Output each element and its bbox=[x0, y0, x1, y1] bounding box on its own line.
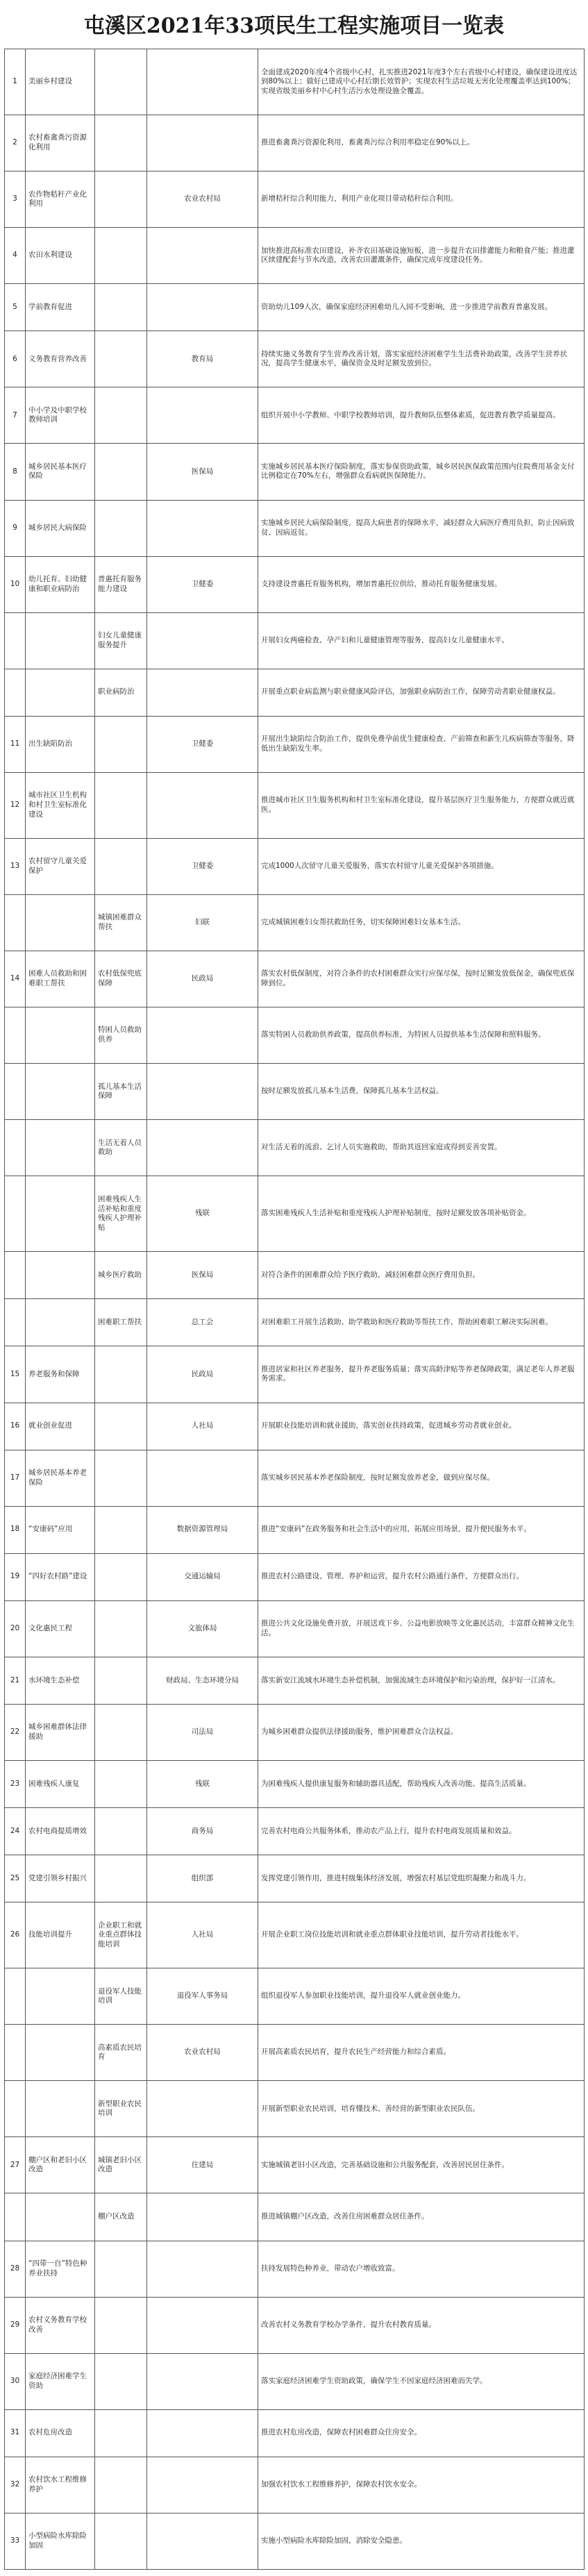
project-name: 城乡居民基本养老保险 bbox=[26, 1450, 95, 1506]
task-content: 持续实施义务教育学生营养改善计划，落实家庭经济困难学生生活费补助政策，改善学生营养状况，提高学生健康水平，确保资金及时足额发放到位。 bbox=[258, 331, 585, 387]
department: 医保局 bbox=[147, 1252, 258, 1299]
task-content: 资助幼儿109人次，确保家庭经济困难幼儿入园不受影响，进一步推进学前教育普惠发展。 bbox=[258, 284, 585, 331]
department: 农业农村局 bbox=[147, 2025, 258, 2081]
table-row bbox=[5, 1299, 585, 1346]
project-name: 农村畜禽粪污资源化利用 bbox=[26, 115, 95, 172]
task-content: 开展妇女两癌检查、孕产妇和儿童健康管理等服务，提高妇女儿童健康水平。 bbox=[258, 612, 585, 669]
sub-item bbox=[95, 444, 147, 500]
sub-item bbox=[95, 49, 147, 115]
task-content: 为困难残疾人提供康复服务和辅助器具适配，帮助残疾人改善功能、提高生活质量。 bbox=[258, 1760, 585, 1807]
table-row bbox=[5, 2353, 585, 2409]
task-content: 全面建成2020年度4个省级中心村，扎实推进2021年度3个左右省级中心村建设，确保建设进度达到80%以上；做好已建成中心村后期长效管护；实现农村生活垃圾无害化处理覆盖率达到100%；实现省级美丽乡村中心村生活污水处理设施全覆盖。 bbox=[258, 49, 585, 115]
department: 组织部 bbox=[147, 1855, 258, 1902]
project-name bbox=[26, 1176, 95, 1252]
sub-item bbox=[95, 1760, 147, 1807]
row-number: 30 bbox=[5, 2353, 26, 2409]
task-content: 实施城乡居民基本医疗保险制度，落实参保资助政策，城乡居民医保政策范围内住院费用基金支付比例稳定在70%左右，增强群众看病就医保障能力。 bbox=[258, 444, 585, 500]
row-number: 11 bbox=[5, 716, 26, 772]
table-row bbox=[5, 2241, 585, 2297]
department bbox=[147, 2241, 258, 2297]
sub-item: 新型职业农民培训 bbox=[95, 2081, 147, 2137]
sub-item: 困难残疾人生活补贴和重度残疾人护理补贴 bbox=[95, 1176, 147, 1252]
row-number bbox=[5, 2025, 26, 2081]
sub-item bbox=[95, 2513, 147, 2569]
sub-item bbox=[95, 172, 147, 228]
sub-item bbox=[95, 500, 147, 556]
project-name bbox=[26, 2193, 95, 2241]
task-content: 按时足额发放孤儿基本生活费，保障孤儿基本生活权益。 bbox=[258, 1064, 585, 1120]
task-content: 开展重点职业病监测与职业健康风险评估，加强职业病防治工作，保障劳动者职业健康权益。 bbox=[258, 669, 585, 716]
task-content: 实施城镇老旧小区改造，完善基础设施和公共服务配套，改善居民居住条件。 bbox=[258, 2137, 585, 2193]
project-name: 幼儿托育、妇幼健康和职业病防治 bbox=[26, 556, 95, 612]
row-number: 14 bbox=[5, 951, 26, 1007]
sub-item: 职业病防治 bbox=[95, 669, 147, 716]
project-name bbox=[26, 1064, 95, 1120]
row-number: 23 bbox=[5, 1760, 26, 1807]
sub-item: 生活无着人员救助 bbox=[95, 1120, 147, 1176]
table-row bbox=[5, 1064, 585, 1120]
task-content: 对生活无着的流浪、乞讨人员实施救助，帮助其返回家庭或得到妥善安置。 bbox=[258, 1120, 585, 1176]
project-name: 小型病险水库除险加固 bbox=[26, 2513, 95, 2569]
project-name bbox=[26, 1007, 95, 1064]
department: 卫健委 bbox=[147, 556, 258, 612]
task-content: 开展职业技能培训和就业援助，落实创业扶持政策，促进城乡劳动者就业创业。 bbox=[258, 1403, 585, 1450]
row-number bbox=[5, 1299, 26, 1346]
row-number: 33 bbox=[5, 2513, 26, 2569]
task-content: 为城乡困难群众提供法律援助服务，维护困难群众合法权益。 bbox=[258, 1704, 585, 1760]
project-name bbox=[26, 612, 95, 669]
project-name: 水环境生态补偿 bbox=[26, 1657, 95, 1704]
table-row bbox=[5, 1902, 585, 1968]
sub-item: 棚户区改造 bbox=[95, 2193, 147, 2241]
department: 卫健委 bbox=[147, 716, 258, 772]
project-name: 文化惠民工程 bbox=[26, 1600, 95, 1657]
sub-item bbox=[95, 772, 147, 838]
project-name: 义务教育营养改善 bbox=[26, 331, 95, 387]
table-row bbox=[5, 387, 585, 444]
project-name: 城乡居民大病保险 bbox=[26, 500, 95, 556]
department bbox=[147, 1450, 258, 1506]
project-name bbox=[26, 2081, 95, 2137]
table-row bbox=[5, 115, 585, 172]
row-number: 2 bbox=[5, 115, 26, 172]
sub-item bbox=[95, 716, 147, 772]
table-row bbox=[5, 500, 585, 556]
sub-item bbox=[95, 1855, 147, 1902]
department bbox=[147, 772, 258, 838]
table-row bbox=[5, 228, 585, 284]
project-name bbox=[26, 1252, 95, 1299]
task-content: 对符合条件的困难群众给予医疗救助，减轻困难群众医疗费用负担。 bbox=[258, 1252, 585, 1299]
table-row bbox=[5, 1855, 585, 1902]
department: 住建局 bbox=[147, 2137, 258, 2193]
department: 商务局 bbox=[147, 1808, 258, 1855]
row-number: 16 bbox=[5, 1403, 26, 1450]
project-name bbox=[26, 1120, 95, 1176]
table-row bbox=[5, 172, 585, 228]
table-row bbox=[5, 1120, 585, 1176]
department: 交通运输局 bbox=[147, 1553, 258, 1600]
table-row bbox=[5, 716, 585, 772]
table-row bbox=[5, 838, 585, 894]
row-number bbox=[5, 1007, 26, 1064]
sub-item bbox=[95, 2241, 147, 2297]
row-number bbox=[5, 1176, 26, 1252]
task-content: 推进居家和社区养老服务，提升养老服务质量；落实高龄津贴等养老保障政策，满足老年人养老服务需求。 bbox=[258, 1346, 585, 1403]
table-row bbox=[5, 1252, 585, 1299]
row-number bbox=[5, 2081, 26, 2137]
table-row bbox=[5, 1176, 585, 1252]
task-content: 开展企业职工岗位技能培训和就业重点群体职业技能培训，提升劳动者技能水平。 bbox=[258, 1902, 585, 1968]
project-name: 就业创业促进 bbox=[26, 1403, 95, 1450]
row-number: 25 bbox=[5, 1855, 26, 1902]
department: 残联 bbox=[147, 1760, 258, 1807]
row-number: 20 bbox=[5, 1600, 26, 1657]
department: 总工会 bbox=[147, 1299, 258, 1346]
project-name: 农村危房改造 bbox=[26, 2409, 95, 2457]
task-content: 完成城镇困难妇女帮扶救助任务，切实保障困难妇女基本生活。 bbox=[258, 894, 585, 951]
row-number: 6 bbox=[5, 331, 26, 387]
department bbox=[147, 1064, 258, 1120]
department: 卫健委 bbox=[147, 838, 258, 894]
department bbox=[147, 612, 258, 669]
department bbox=[147, 2081, 258, 2137]
department: 民政局 bbox=[147, 1346, 258, 1403]
row-number: 18 bbox=[5, 1506, 26, 1553]
row-number bbox=[5, 612, 26, 669]
table-row bbox=[5, 1968, 585, 2025]
table-row bbox=[5, 2193, 585, 2241]
table-row bbox=[5, 556, 585, 612]
row-number bbox=[5, 2193, 26, 2241]
sub-item: 困难职工帮扶 bbox=[95, 1299, 147, 1346]
project-name: “四带一自”特色种养业扶持 bbox=[26, 2241, 95, 2297]
department bbox=[147, 115, 258, 172]
task-content: 推进公共文化设施免费开放，开展送戏下乡、公益电影放映等文化惠民活动，丰富群众精神文化生活。 bbox=[258, 1600, 585, 1657]
department: 医保局 bbox=[147, 444, 258, 500]
table-row bbox=[5, 2081, 585, 2137]
sub-item bbox=[95, 331, 147, 387]
sub-item: 高素质农民培育 bbox=[95, 2025, 147, 2081]
project-name bbox=[26, 894, 95, 951]
sub-item: 孤儿基本生活保障 bbox=[95, 1064, 147, 1120]
task-content: 推进城市社区卫生服务机构和村卫生室标准化建设，提升基层医疗卫生服务能力，方便群众就近就医。 bbox=[258, 772, 585, 838]
task-content: 支持建设普惠托育服务机构，增加普惠托位供给，推动托育服务健康发展。 bbox=[258, 556, 585, 612]
table-row bbox=[5, 331, 585, 387]
table-row bbox=[5, 2409, 585, 2457]
table-row bbox=[5, 1403, 585, 1450]
project-name: 学前教育促进 bbox=[26, 284, 95, 331]
page-title: 屯溪区2021年33项民生工程实施项目一览表 bbox=[83, 14, 505, 38]
project-name: 城市社区卫生机构和村卫生室标准化建设 bbox=[26, 772, 95, 838]
sub-item bbox=[95, 2409, 147, 2457]
project-name: “安康码”应用 bbox=[26, 1506, 95, 1553]
department: 农业农村局 bbox=[147, 172, 258, 228]
table-row bbox=[5, 894, 585, 951]
project-name: 农作物秸秆产业化利用 bbox=[26, 172, 95, 228]
task-content: 落实城乡居民基本养老保险制度，按时足额发放养老金，做到应保尽保。 bbox=[258, 1450, 585, 1506]
department: 司法局 bbox=[147, 1704, 258, 1760]
project-name: 家庭经济困难学生资助 bbox=[26, 2353, 95, 2409]
row-number: 26 bbox=[5, 1902, 26, 1968]
sub-item bbox=[95, 838, 147, 894]
row-number: 8 bbox=[5, 444, 26, 500]
table-row bbox=[5, 49, 585, 115]
project-name bbox=[26, 669, 95, 716]
sub-item bbox=[95, 1450, 147, 1506]
department: 人社局 bbox=[147, 1403, 258, 1450]
sub-item: 农村低保兜底保障 bbox=[95, 951, 147, 1007]
row-number bbox=[5, 1252, 26, 1299]
sub-item bbox=[95, 2457, 147, 2513]
row-number: 1 bbox=[5, 49, 26, 115]
table-row bbox=[5, 1600, 585, 1657]
sub-item bbox=[95, 1553, 147, 1600]
project-name: 党建引领乡村振兴 bbox=[26, 1855, 95, 1902]
row-number: 28 bbox=[5, 2241, 26, 2297]
row-number bbox=[5, 669, 26, 716]
sub-item bbox=[95, 2353, 147, 2409]
row-number bbox=[5, 1120, 26, 1176]
table-row bbox=[5, 1450, 585, 1506]
sub-item bbox=[95, 1403, 147, 1450]
table-row bbox=[5, 1760, 585, 1807]
department: 教育局 bbox=[147, 331, 258, 387]
task-content: 开展高素质农民培育，提升农民生产经营能力和综合素质。 bbox=[258, 2025, 585, 2081]
row-number: 9 bbox=[5, 500, 26, 556]
project-name: 棚户区和老旧小区改造 bbox=[26, 2137, 95, 2193]
sub-item bbox=[95, 228, 147, 284]
row-number bbox=[5, 1064, 26, 1120]
table-row bbox=[5, 1007, 585, 1064]
department: 人社局 bbox=[147, 1902, 258, 1968]
row-number bbox=[5, 1968, 26, 2025]
table-row bbox=[5, 612, 585, 669]
department bbox=[147, 49, 258, 115]
sub-item bbox=[95, 1346, 147, 1403]
table-row bbox=[5, 669, 585, 716]
task-content: 对困难职工开展生活救助、助学救助和医疗救助等帮扶工作，帮助困难职工解决实际困难。 bbox=[258, 1299, 585, 1346]
task-content: 推进农村公路建设、管理、养护和运营，提升农村公路通行条件，方便群众出行。 bbox=[258, 1553, 585, 1600]
project-name: 困难残疾人康复 bbox=[26, 1760, 95, 1807]
task-content: 开展出生缺陷综合防治工作，提供免费孕前优生健康检查、产前筛查和新生儿疾病筛查等服务，降低出生缺陷发生率。 bbox=[258, 716, 585, 772]
projects-table bbox=[4, 49, 585, 2570]
row-number: 13 bbox=[5, 838, 26, 894]
sub-item bbox=[95, 2297, 147, 2353]
row-number: 24 bbox=[5, 1808, 26, 1855]
sub-item bbox=[95, 284, 147, 331]
sub-item bbox=[95, 1600, 147, 1657]
row-number: 12 bbox=[5, 772, 26, 838]
project-name: 农村电商提质增效 bbox=[26, 1808, 95, 1855]
task-content: 加强农村饮水工程维修养护，保障农村饮水安全。 bbox=[258, 2457, 585, 2513]
task-content: 开展新型职业农民培训，培育懂技术、善经营的新型职业农民队伍。 bbox=[258, 2081, 585, 2137]
sub-item: 城镇困难群众帮扶 bbox=[95, 894, 147, 951]
table-row bbox=[5, 2297, 585, 2353]
department bbox=[147, 284, 258, 331]
sub-item: 企业职工和就业重点群体技能培训 bbox=[95, 1902, 147, 1968]
project-name: 城乡居民基本医疗保险 bbox=[26, 444, 95, 500]
department bbox=[147, 2297, 258, 2353]
project-name bbox=[26, 2025, 95, 2081]
task-content: 加快推进高标准农田建设，补齐农田基础设施短板，进一步提升农田排灌能力和粮食产能；推进灌区续建配套与节水改造，改善农田灌溉条件，确保完成年度建设任务。 bbox=[258, 228, 585, 284]
table-row bbox=[5, 2513, 585, 2569]
department bbox=[147, 2513, 258, 2569]
row-number: 15 bbox=[5, 1346, 26, 1403]
table-row bbox=[5, 284, 585, 331]
table-row bbox=[5, 1704, 585, 1760]
department bbox=[147, 1007, 258, 1064]
task-content: 发挥党建引领作用，推进村级集体经济发展，增强农村基层党组织凝聚力和战斗力。 bbox=[258, 1855, 585, 1902]
project-name bbox=[26, 1299, 95, 1346]
project-name: 农村留守儿童关爱保护 bbox=[26, 838, 95, 894]
project-name: 中小学及中职学校教师培训 bbox=[26, 387, 95, 444]
task-content: 新增秸秆综合利用能力，利用产业化项目带动秸秆综合利用。 bbox=[258, 172, 585, 228]
department bbox=[147, 2409, 258, 2457]
table-row bbox=[5, 2025, 585, 2081]
project-name: 养老服务和保障 bbox=[26, 1346, 95, 1403]
project-name: “四好农村路”建设 bbox=[26, 1553, 95, 1600]
project-name: 农村义务教育学校改善 bbox=[26, 2297, 95, 2353]
project-name: 城乡困难群体法律援助 bbox=[26, 1704, 95, 1760]
task-content: 落实困难残疾人生活补贴和重度残疾人护理补贴制度，按时足额发放各项补贴资金。 bbox=[258, 1176, 585, 1252]
row-number: 7 bbox=[5, 387, 26, 444]
project-name bbox=[26, 1968, 95, 2025]
task-content: 推进农村危房改造，保障农村困难群众住房安全。 bbox=[258, 2409, 585, 2457]
table-row bbox=[5, 1346, 585, 1403]
row-number bbox=[5, 894, 26, 951]
row-number: 29 bbox=[5, 2297, 26, 2353]
department: 民政局 bbox=[147, 951, 258, 1007]
sub-item: 妇女儿童健康服务提升 bbox=[95, 612, 147, 669]
department bbox=[147, 2193, 258, 2241]
sub-item: 普惠托育服务能力建设 bbox=[95, 556, 147, 612]
row-number: 4 bbox=[5, 228, 26, 284]
sub-item bbox=[95, 1506, 147, 1553]
department bbox=[147, 669, 258, 716]
project-name: 出生缺陷防治 bbox=[26, 716, 95, 772]
task-content: 扶持发展特色种养业，带动农户增收致富。 bbox=[258, 2241, 585, 2297]
row-number: 10 bbox=[5, 556, 26, 612]
task-content: 改善农村义务教育学校办学条件，提升农村教育质量。 bbox=[258, 2297, 585, 2353]
task-content: 完成1000人次留守儿童关爱服务，落实农村留守儿童关爱保护各项措施。 bbox=[258, 838, 585, 894]
project-name: 农村饮水工程维修养护 bbox=[26, 2457, 95, 2513]
task-content: 落实家庭经济困难学生资助政策，确保学生不因家庭经济困难而失学。 bbox=[258, 2353, 585, 2409]
row-number: 22 bbox=[5, 1704, 26, 1760]
department: 财政局、生态环境分局 bbox=[147, 1657, 258, 1704]
department: 数据资源管理局 bbox=[147, 1506, 258, 1553]
table-row bbox=[5, 2137, 585, 2193]
task-content: 推进畜禽粪污资源化利用，畜禽粪污综合利用率稳定在90%以上。 bbox=[258, 115, 585, 172]
project-name: 美丽乡村建设 bbox=[26, 49, 95, 115]
sub-item: 城乡医疗救助 bbox=[95, 1252, 147, 1299]
department bbox=[147, 1120, 258, 1176]
row-number: 19 bbox=[5, 1553, 26, 1600]
task-content: 组织开展中小学教师、中职学校教师培训，提升教师队伍整体素质，促进教育教学质量提高。 bbox=[258, 387, 585, 444]
row-number: 32 bbox=[5, 2457, 26, 2513]
project-name: 技能培训提升 bbox=[26, 1902, 95, 1968]
task-content: 实施小型病险水库除险加固，消除安全隐患。 bbox=[258, 2513, 585, 2569]
task-content: 落实特困人员救助供养政策，提高供养标准，为特困人员提供基本生活保障和照料服务。 bbox=[258, 1007, 585, 1064]
sub-item: 城镇老旧小区改造 bbox=[95, 2137, 147, 2193]
task-content: 推进“安康码”在政务服务和社会生活中的应用，拓展应用场景，提升便民服务水平。 bbox=[258, 1506, 585, 1553]
sub-item: 退役军人技能培训 bbox=[95, 1968, 147, 2025]
task-content: 落实新安江流域水环境生态补偿机制，加强流域生态环境保护和污染治理，保护好一江清水。 bbox=[258, 1657, 585, 1704]
department bbox=[147, 500, 258, 556]
department: 退役军人事务局 bbox=[147, 1968, 258, 2025]
department: 妇联 bbox=[147, 894, 258, 951]
sub-item bbox=[95, 1704, 147, 1760]
department bbox=[147, 228, 258, 284]
task-content: 组织退役军人参加职业技能培训，提升退役军人就业创业能力。 bbox=[258, 1968, 585, 2025]
table-row bbox=[5, 444, 585, 500]
row-number: 17 bbox=[5, 1450, 26, 1506]
department: 残联 bbox=[147, 1176, 258, 1252]
department bbox=[147, 2353, 258, 2409]
table-row bbox=[5, 1553, 585, 1600]
department bbox=[147, 2457, 258, 2513]
task-content: 落实农村低保制度，对符合条件的农村困难群众实行应保尽保，按时足额发放低保金，确保兜底保障到位。 bbox=[258, 951, 585, 1007]
sub-item bbox=[95, 1657, 147, 1704]
project-name: 农田水利建设 bbox=[26, 228, 95, 284]
sub-item: 特困人员救助供养 bbox=[95, 1007, 147, 1064]
row-number: 27 bbox=[5, 2137, 26, 2193]
table-row bbox=[5, 1808, 585, 1855]
row-number: 3 bbox=[5, 172, 26, 228]
sub-item bbox=[95, 387, 147, 444]
sub-item bbox=[95, 1808, 147, 1855]
table-row bbox=[5, 2457, 585, 2513]
task-content: 推进城镇棚户区改造，改善住房困难群众居住条件。 bbox=[258, 2193, 585, 2241]
department: 文旅体局 bbox=[147, 1600, 258, 1657]
row-number: 5 bbox=[5, 284, 26, 331]
table-row bbox=[5, 772, 585, 838]
task-content: 实施城乡居民大病保险制度，提高大病患者的保障水平，减轻群众大病医疗费用负担，防止因病致贫、因病返贫。 bbox=[258, 500, 585, 556]
table-row bbox=[5, 1657, 585, 1704]
department bbox=[147, 387, 258, 444]
sub-item bbox=[95, 115, 147, 172]
project-name: 困难人员救助和困难职工帮扶 bbox=[26, 951, 95, 1007]
row-number: 21 bbox=[5, 1657, 26, 1704]
row-number: 31 bbox=[5, 2409, 26, 2457]
table-row bbox=[5, 1506, 585, 1553]
table-row bbox=[5, 951, 585, 1007]
task-content: 完善农村电商公共服务体系，推动农产品上行，提升农村电商发展质量和效益。 bbox=[258, 1808, 585, 1855]
